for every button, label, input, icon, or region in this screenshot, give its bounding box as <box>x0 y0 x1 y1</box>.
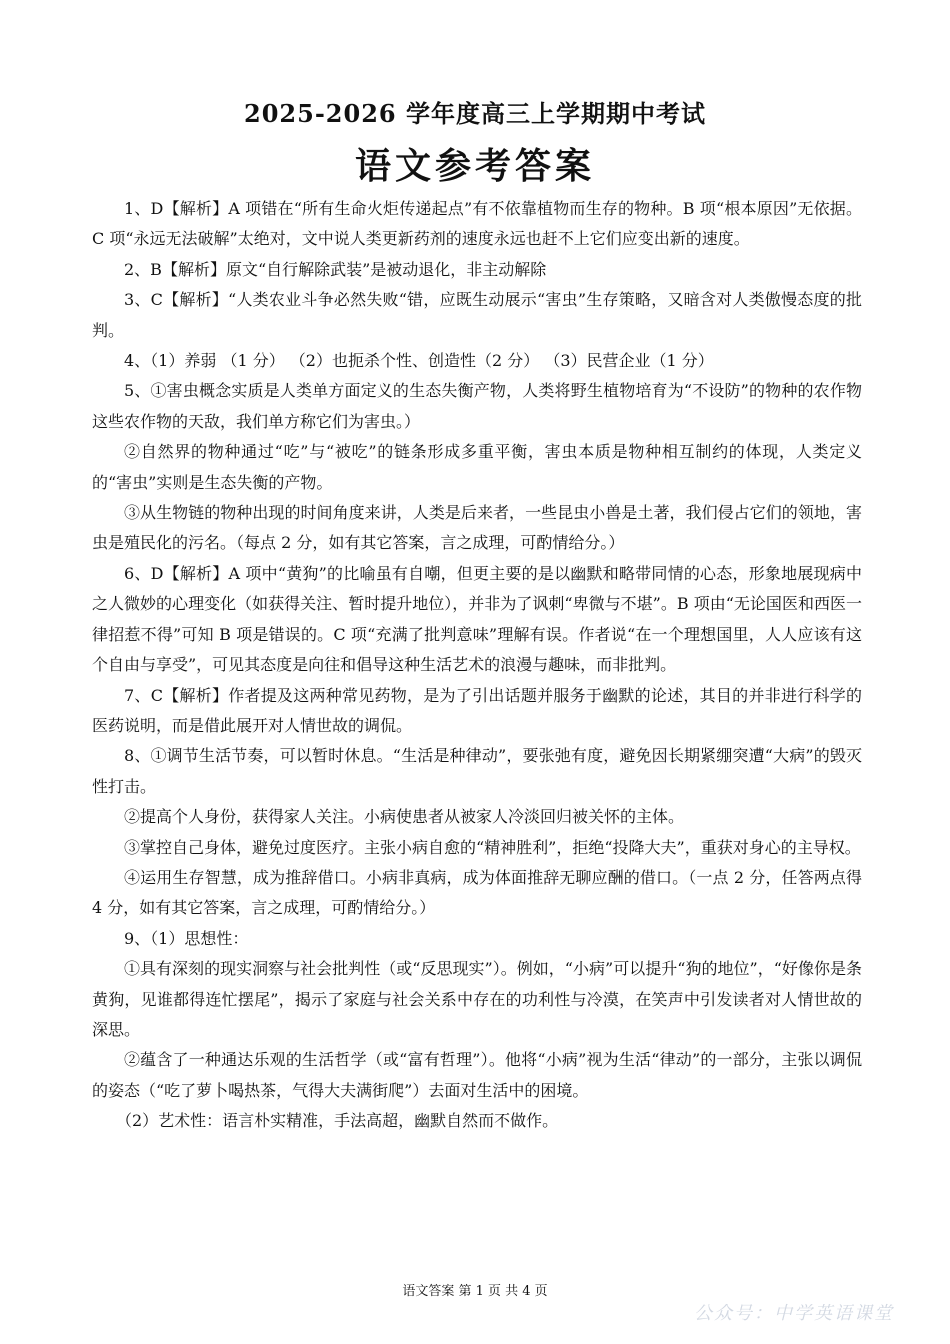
answer-body <box>92 194 862 1137</box>
answer-paragraph: ④运用生存智慧，成为推辞借口。小病非真病，成为体面推辞无聊应酬的借口。（一点 2 分，任答两点得 4 分，如有其它答案，言之成理，可酌情给分。） <box>92 867 862 918</box>
answer-paragraph: 3、C【解析】“人类农业斗争必然失败“错，应既生动展示“害虫”生存策略，又暗含对人类傲慢态度的批判。 <box>92 290 862 340</box>
exam-title: 2025-2026 学年度高三上学期期中考试 <box>244 99 706 128</box>
answer-paragraph: ③从生物链的物种出现的时间角度来讲，人类是后来者，一些昆虫小兽是土著，我们侵占它们的领地，害虫是殖民化的污名。（每点 2 分，如有其它答案，言之成理，可酌情给分。） <box>92 503 862 553</box>
answer-paragraph: ①具有深刻的现实洞察与社会批判性（或“反思现实”）。例如，“小病”可以提升“狗的地位”，“好像你是条黄狗，见谁都得连忙摆尾”，揭示了家庭与社会关系中存在的功利性与冷漠，在笑声中引发读者对人情世故的深思。 <box>92 959 862 1039</box>
page-footer: 语文答案 第 1 页 共 4 页 <box>402 1284 548 1299</box>
answer-paragraph: 7、C【解析】作者提及这两种常见药物，是为了引出话题并服务于幽默的论述，其目的并非进行科学的医药说明，而是借此展开对人情世故的调侃。 <box>92 685 862 735</box>
watermark: 公众号：中学英语课堂 <box>694 1303 894 1324</box>
answer-paragraph: ②提高个人身份，获得家人关注。小病使患者从被家人冷淡回归被关怀的主体。 <box>124 807 685 827</box>
answer-paragraph: 2、B【解析】原文“自行解除武装”是被动退化，非主动解除 <box>124 259 547 279</box>
answer-paragraph: 8、①调节生活节奏，可以暂时休息。“生活是种律动”，要张弛有度，避免因长期紧绷突遭“大病”的毁灭性打击。 <box>92 746 862 796</box>
answer-paragraph: 1、D【解析】A 项错在“所有生命火炬传递起点”有不依靠植物而生存的物种。B 项“根本原因”无依据。C 项“永远无法破解”太绝对，文中说人类更新药剂的速度永远也赶不上它们应变出新的速度。 <box>92 199 862 249</box>
answer-paragraph: （2）艺术性：语言朴实精准，手法高超，幽默自然而不做作。 <box>116 1111 559 1131</box>
answer-paragraph: 5、①害虫概念实质是人类单方面定义的生态失衡产物，人类将野生植物培育为“不设防”的物种的农作物这些农作物的天敌，我们单方称它们为害虫。） <box>92 381 862 431</box>
answer-paragraph: 9、（1）思想性： <box>124 928 249 948</box>
answer-paragraph: ③掌控自己身体，避免过度医疗。主张小病自愈的“精神胜利”，拒绝“投降大夫”，重获对身心的主导权。 <box>124 837 861 857</box>
answer-paragraph: 4、（1）养弱 （1 分） （2）也扼杀个性、创造性（2 分） （3）民营企业（1 分） <box>124 351 714 371</box>
answer-paragraph: 6、D【解析】A 项中“黄狗”的比喻虽有自嘲，但更主要的是以幽默和略带同情的心态，形象地展现病中之人微妙的心理变化（如获得关注、暂时提升地位），并非为了讽刺“卑微与不堪”。B 项由“无论国医和西医一律招惹不得”可知 B 项是错误的。C 项“充满了批判意味”理解有误。作者说“在一个理想国里，人人应该有这个自由与享受”，可见其态度是向往和倡导这种生活艺术的浪漫与趣味，而非批判。 <box>92 563 862 675</box>
document-title: 语文参考答案 <box>354 146 595 187</box>
answer-paragraph: ②自然界的物种通过“吃”与“被吃”的链条形成多重平衡，害虫本质是物种相互制约的体现，人类定义的“害虫”实则是生态失衡的产物。 <box>92 442 862 492</box>
answer-paragraph: ②蕴含了一种通达乐观的生活哲学（或“富有哲理”）。他将“小病”视为生活“律动”的一部分，主张以调侃的姿态（“吃了萝卜喝热茶，气得大夫满街爬”）去面对生活中的困境。 <box>92 1050 862 1100</box>
